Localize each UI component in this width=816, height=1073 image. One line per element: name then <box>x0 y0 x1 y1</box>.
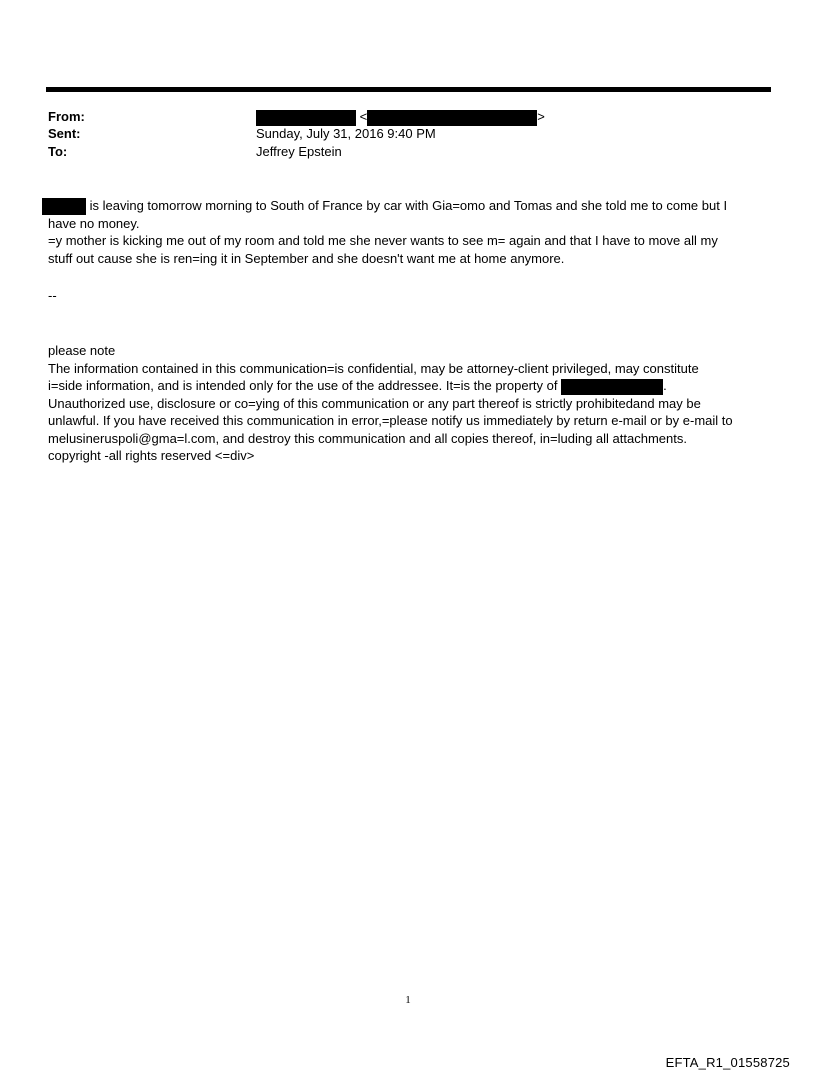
sent-value: Sunday, July 31, 2016 9:40 PM <box>256 126 436 141</box>
body-para2-line1: =y mother is kicking me out of my room and told me she never wants to see m= again and that I have to move all my <box>48 233 718 248</box>
body-para2-line2: stuff out cause she is ren=ing it in September and she doesn't want me at home anymore. <box>48 250 565 266</box>
to-row <box>48 143 768 161</box>
disclaimer-line6: copyright -all rights reserved <=div> <box>48 448 255 463</box>
message-body <box>48 197 778 267</box>
redacted-owner <box>561 379 663 395</box>
from-label: From: <box>48 109 85 124</box>
sent-label: Sent: <box>48 126 81 141</box>
disclaimer-line4: unlawful. If you have received this communication in error,=please notify us immediately by return e-mail or by e-mail to <box>48 413 733 428</box>
disclaimer-line2-text: i=side information, and is intended only for the use of the addressee. It=is the property of <box>48 378 558 393</box>
sent-row <box>48 125 768 143</box>
from-value <box>256 108 545 126</box>
body-line <box>48 197 778 215</box>
redacted-name <box>42 198 86 215</box>
redacted-sender-email <box>367 110 537 126</box>
disclaimer-line3: Unauthorized use, disclosure or co=ying of this communication or any part thereof is strictly prohibitedand may be <box>48 395 701 411</box>
from-email-close-bracket: > <box>537 109 545 124</box>
from-row <box>48 108 768 126</box>
disclaimer-line5: melusineruspoli@gma=l.com, and destroy this communication and all copies thereof, in=luding all attachments. <box>48 430 687 446</box>
disclaimer-line2-end: . <box>663 378 667 393</box>
document-id: EFTA_R1_01558725 <box>665 1055 790 1070</box>
page-number: 1 <box>405 994 411 1006</box>
disclaimer <box>48 342 778 465</box>
to-label: To: <box>48 144 68 159</box>
body-para1-line1: is leaving tomorrow morning to South of France by car with Gia=omo and Tomas and she told me to come but I <box>89 198 728 213</box>
header-rule <box>46 87 771 92</box>
body-para1-line2: have no money. <box>48 215 140 231</box>
disclaimer-heading: please note <box>48 343 116 358</box>
signature-separator: -- <box>48 288 57 303</box>
disclaimer-line1: The information contained in this communication=is confidential, may be attorney-client privileged, may constitute <box>48 360 699 376</box>
to-value: Jeffrey Epstein <box>256 144 342 159</box>
redacted-sender-name <box>256 110 356 126</box>
disclaimer-line2 <box>48 377 778 395</box>
from-email-open-bracket: < <box>359 109 368 124</box>
